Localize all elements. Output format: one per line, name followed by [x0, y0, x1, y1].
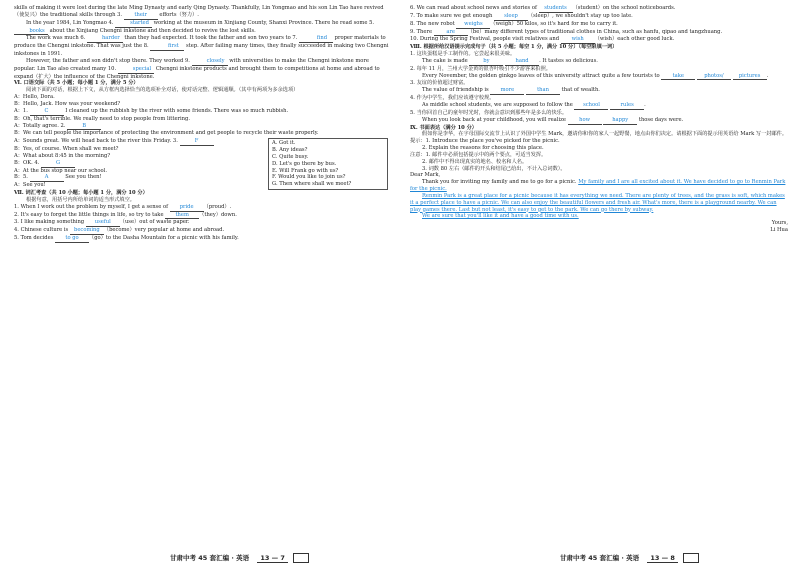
answer-blank: B	[67, 123, 101, 131]
option-item: E. Will Frank go with us?	[272, 167, 339, 174]
writing-prompt: 假如你是李华，在字母国际交流节上认识了外国中学生 Mark，邀请你和你的家人一起野餐，地点由你们决定。请根据下面的提示用英语给 Mark 写一封邮件。	[422, 131, 788, 138]
vocab-item: 8. The new robot weighs （weigh）50 kilos, so it's hard for me to carry it.	[410, 20, 618, 27]
option-item: F. Would you like to join us?	[272, 174, 346, 181]
right-page	[410, 5, 788, 234]
dialogue-line: B：OK. 4. G	[14, 160, 262, 168]
vocab-item: 4. Chinese culture is becoming （become）very popular at home and abroad.	[14, 227, 225, 234]
vocab-item: 5. Tom decides to go （go）to the Dasha Mountain for a picnic with his family.	[14, 235, 239, 242]
vocab-item: 2. It's easy to forget the little things in life, so try to take them （they）down.	[14, 211, 237, 218]
translation-answer: The cake is made by hand . It tastes so delicious.	[422, 57, 598, 64]
footer-title: 甘肃中考 45 套汇编 · 英语	[560, 554, 640, 562]
answer-blank: students	[539, 5, 573, 13]
option-item: D. Let's go there by bus.	[272, 160, 337, 167]
model-answer: My family and I are all excited about it. We have decided to go to Renmin Park for the picnic.	[410, 179, 786, 193]
section-title: Ⅶ. 词汇考查（共 10 小题；每小题 1 分，满分 10 分）	[14, 190, 148, 197]
email-body	[410, 193, 788, 214]
answer-blank: weighs	[456, 21, 490, 29]
options-box	[268, 138, 388, 190]
writing-note: 注意：1. 邮件中必须包括提示中的两个要点，可适当发挥。	[410, 151, 547, 158]
page-number: 13 — 7	[257, 554, 288, 563]
answer-blank: than	[526, 87, 560, 95]
dialogue-with-options	[14, 138, 390, 190]
passage-paragraph: However, the father and son didn't stop there. They worked 9. closely with universities to make the Chengni inkstone more popular. Lin Tao also created many 10. special Chengni inkstone products and brought them to competitions at home and abroad to expand（扩大）the influence of the Chengni inkstone.	[14, 57, 380, 80]
writing-note: 2. 邮件中不得出现真实的地名、校名和人名。	[422, 158, 528, 165]
answer-blank: hand	[505, 58, 539, 66]
email-closing: Yours,	[771, 220, 788, 227]
vocab-item: 3. I like making something useful （use）out of waste paper.	[14, 219, 190, 226]
answer-blank: C	[30, 108, 64, 116]
answer-blank: F	[180, 138, 214, 146]
publisher-logo-icon	[683, 553, 699, 563]
dialogue-line: B：Hello, Jack. How was your weekend?	[14, 100, 121, 107]
option-item: A. Got it.	[272, 140, 296, 147]
left-page	[14, 5, 390, 243]
answer-blank: useful	[86, 219, 120, 227]
answer-blank: school	[574, 102, 608, 110]
dialogue-line: A：See you!	[14, 182, 46, 189]
translation-answer: The value of friendship is more than that of wealth.	[422, 87, 600, 94]
dialogue-line: B：5. A See you then!	[14, 174, 102, 181]
answer-blank: them	[165, 212, 199, 220]
translation-prompt: 1. 这块蛋糕是手工制作的。它尝起来很美味。	[410, 51, 516, 58]
answer-blank: A	[30, 174, 64, 182]
email-body	[410, 213, 788, 220]
section-title: Ⅵ. 口语交际（共 5 小题；每小题 1 分，满分 5 分）	[14, 80, 139, 87]
answer-blank: photos/	[697, 73, 731, 81]
translation-answer: When you look back at your childhood, you will realize how happy those days were.	[422, 116, 684, 123]
answer-blank: how	[568, 117, 602, 125]
answer-blank: their	[124, 12, 158, 20]
dialogue-line: B：Oh, that's terrible. We really need to stop people from littering.	[14, 115, 190, 122]
email-body: Thank you for inviting my family and me to go for a picnic. My family and I are all excited about it. We have decided to go to Renmin Park for the picnic.	[410, 179, 786, 193]
writing-hint: 2. Explain the reasons for choosing this place.	[422, 145, 544, 152]
dialogue-line: A：Hello, Dora.	[14, 94, 55, 101]
answer-blank: harder	[87, 35, 123, 43]
answer-blank: becoming	[70, 227, 104, 235]
page-number: 13 — 8	[647, 554, 678, 563]
translation-prompt: 5. 当你回首自己的童年时光时，你就会意识到那些年是多么的快乐。	[410, 109, 568, 116]
answer-blank: pride	[170, 204, 204, 212]
answer-blank: take	[661, 73, 695, 81]
translation-prompt: 3. 友谊的价值超过财富。	[410, 80, 469, 87]
translation-prompt: 4. 作为中学生，我们应该遵守校规。	[410, 95, 495, 102]
dialogue-line: A：1. C I cleaned up the rubbish by the river with some friends. There was so much rubbish.	[14, 107, 289, 114]
translation-answer: Every November, the golden ginkgo leaves of this university attract quite a few tourists to take photos/ pictures .	[422, 72, 769, 79]
option-item: B. Any ideas?	[272, 147, 308, 154]
dialogue-line: B：Yes, of course. When shall we meet?	[14, 146, 119, 153]
writing-note: 3. 词数 80 左右（邮件的开头和结尾已给出，不计入总词数）。	[422, 165, 566, 172]
footer-title: 甘肃中考 45 套汇编 · 英语	[170, 554, 250, 562]
email-signature: Li Hua	[770, 227, 788, 234]
passage-paragraph: The work was much 6. harder than they had expected. It took the father and son two years to 7. find proper materials to produce the Chengni inkstone. That was just the 8. first step. After failing many times, they finally succeeded in making two Chengni inkstones in 1991.	[14, 35, 389, 58]
model-answer: Renmin Park is a great place for a picnic because it has everything we need. There are plenty of trees, and the grass is soft, which makes it a perfect place to have a picnic. We can also enjoy the beautiful flowers and fresh air. What's more, there is a playground nearby. We can play games there. Last but not least, it's easy to get to the park. We can go there by subway.	[410, 192, 785, 213]
answer-blank: more	[490, 87, 524, 95]
answer-blank: sleep	[494, 13, 528, 21]
section-title: Ⅷ. 根据所给汉语提示完成句子（共 5 小题；每空 1 分，满分 10 分）（每空限填一词）	[410, 44, 618, 51]
section-instructions: 阅读下面的对话，根据上下文，从方框内选择恰当的选项补全对话，使对话完整、逻辑通顺。（其中有两项为多余选项）	[26, 87, 299, 94]
answer-blank: G	[41, 160, 75, 168]
dialogue-line: A：Totally agree. 2. B	[14, 123, 390, 131]
answer-blank: books	[14, 28, 48, 36]
answer-blank: rules	[610, 102, 644, 110]
translation-prompt: 2. 每年 11 月，兰州大学金黄的银杏叶吸引不少游客来拍照。	[410, 65, 551, 72]
answer-blank: happy	[603, 117, 637, 125]
section-instructions: 根据句意，用括号内所给单词的适当形式填空。	[26, 196, 135, 203]
section-title: Ⅸ. 书面表达（满分 10 分）	[410, 124, 477, 131]
option-item: C. Quite busy.	[272, 153, 309, 160]
answer-blank: to go	[55, 235, 89, 243]
publisher-logo-icon	[293, 553, 309, 563]
answer-blank: started	[115, 20, 152, 28]
model-answer: We are sure that you'll like it and have a good time with us.	[422, 213, 579, 220]
answer-blank: wish	[561, 36, 595, 44]
dialogue-line: B：We can tell people the importance of protecting the environment and get people to recycle their waste properly.	[14, 130, 319, 137]
email-greeting: Dear Mark,	[410, 172, 441, 179]
dialogue-line: A：At the bus stop near our school.	[14, 167, 107, 174]
passage-paragraph: skills of making it were lost during the late Ming Dynasty and early Qing Dynasty. Thankfully, Lin Yongmao and his son Lin Tao have revived（使复兴）the traditional skills through 3. their efforts（努力）.	[14, 5, 384, 18]
writing-hint: 提示：1. Introduce the place you've picked for the picnic.	[410, 138, 560, 145]
answer-blank: first	[150, 43, 184, 51]
answer-blank: are	[434, 29, 468, 37]
answer-blank: special	[118, 66, 154, 74]
dialogue-line: A：Sounds great. We will head back to the river this Friday. 3. F	[14, 138, 262, 146]
answer-blank: closely	[192, 58, 228, 66]
vocab-item: 9. There are （be）many different types of traditional clothes in China, such as hanfu, qipao and tangzhuang.	[410, 28, 723, 35]
vocab-item: 10. During the Spring Festival, people visit relatives and wish （wish）each other good luck.	[410, 36, 675, 43]
answer-blank: find	[299, 35, 333, 43]
dialogue-line: A：What about 8:45 in the morning?	[14, 152, 111, 159]
passage-paragraph: In the year 1984, Lin Yongmao 4. started working at the museum in Xinjiang County, Shanxi Province. There he read some 5. books about the Xinjiang Chengni inkstone and then decided to revive the lost skills.	[14, 20, 390, 36]
answer-blank: by	[469, 58, 503, 66]
translation-answer: As middle school students, we are supposed to follow the school rules .	[422, 101, 646, 108]
footer-left	[170, 553, 309, 563]
answer-blank: pictures	[733, 73, 767, 81]
dialogue-lines	[14, 138, 262, 190]
option-item: G. Then where shall we meet?	[272, 181, 352, 188]
vocab-item: 7. To make sure we get enough sleep （sleep）, we shouldn't stay up too late.	[410, 12, 633, 19]
vocab-item: 6. We can read about school news and stories of students （student）on the school noticeboards.	[410, 5, 676, 11]
footer-right	[560, 553, 699, 563]
vocab-item: 1. When I work out the problem by myself, I get a sense of pride （proud）.	[14, 203, 232, 210]
